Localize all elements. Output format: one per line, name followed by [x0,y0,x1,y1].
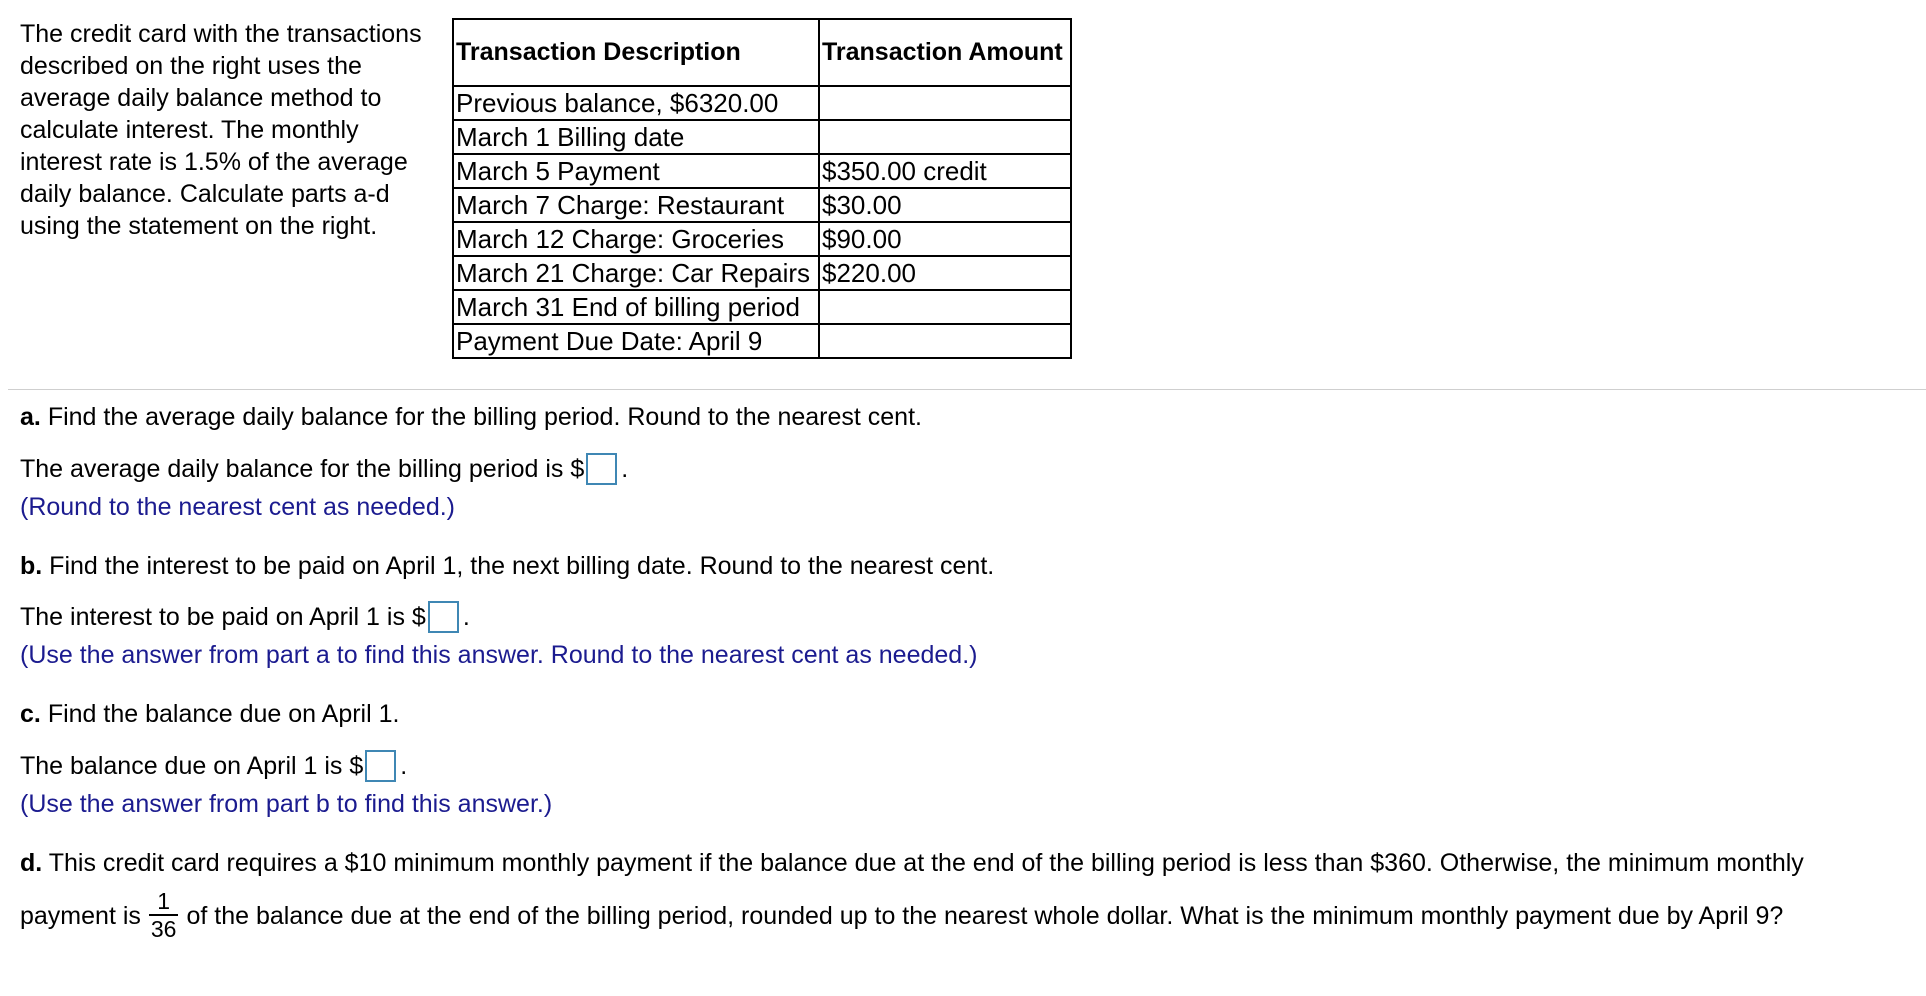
part-b-answer-suffix: . [462,603,470,631]
row-description: March 21 Charge: Car Repairs [453,256,819,290]
part-d-line2-suffix: of the balance due at the end of the billing period, rounded up to the nearest whole dollar. What is the minimum monthly payment due by April 9? [186,902,1784,930]
part-d-label: d. [20,849,43,877]
part-b-label: b. [20,552,43,580]
fraction-numerator: 1 [149,888,179,916]
row-description: March 5 Payment [453,154,819,188]
part-b-answer-prefix: The interest to be paid on April 1 is $ [20,603,426,631]
row-amount: $30.00 [819,188,1071,222]
fraction-denominator: 36 [150,916,177,943]
row-amount [819,120,1071,154]
row-amount [819,290,1071,324]
row-amount: $350.00 credit [819,154,1071,188]
part-a-answer-input[interactable] [586,453,617,485]
part-b-hint: (Use the answer from part a to find this answer. Round to the nearest cent as needed.) [20,641,978,669]
fraction-one-thirty-sixth [149,888,179,942]
row-description: Payment Due Date: April 9 [453,324,819,358]
part-d-question-line2 [20,886,1783,946]
row-description: March 31 End of billing period [453,290,819,324]
part-c-hint: (Use the answer from part b to find this answer.) [20,790,553,818]
table-row [453,188,1071,222]
row-amount [819,324,1071,358]
table-row [453,222,1071,256]
part-b-question-text: Find the interest to be paid on April 1, the next billing date. Round to the nearest cent. [49,552,995,580]
table-row [453,120,1071,154]
part-c-question [20,698,399,730]
transactions-table [452,18,1072,359]
part-a-answer-prefix: The average daily balance for the billing period is $ [20,455,585,483]
table-row [453,86,1071,120]
part-d-line2-prefix: payment is [20,902,141,930]
header-description: Transaction Description [453,19,819,86]
row-description: Previous balance, $6320.00 [453,86,819,120]
table-header-row [453,19,1071,86]
part-b-answer-input[interactable] [428,601,459,633]
part-a-label: a. [20,403,41,431]
part-a-question [20,401,922,433]
part-a-hint: (Round to the nearest cent as needed.) [20,493,456,521]
row-amount: $220.00 [819,256,1071,290]
header-amount: Transaction Amount [819,19,1071,86]
table-row [453,256,1071,290]
part-a-question-text: Find the average daily balance for the billing period. Round to the nearest cent. [47,403,922,431]
part-a-answer-line [20,453,628,485]
part-a-answer-suffix: . [621,455,629,483]
row-description: March 1 Billing date [453,120,819,154]
row-description: March 7 Charge: Restaurant [453,188,819,222]
problem-intro: The credit card with the transactions described on the right uses the average daily balance method to calculate interest. The monthly interest rate is 1.5% of the average daily balance. Calculate parts a-d using the statement on the right. [20,20,422,240]
row-amount: $90.00 [819,222,1071,256]
part-c-question-text: Find the balance due on April 1. [47,700,400,728]
part-b-answer-line [20,601,470,633]
part-d-question [20,847,1804,879]
table-row [453,290,1071,324]
part-d-question-text: This credit card requires a $10 minimum monthly payment if the balance due at the end of the billing period is less than $360. Otherwise, the minimum monthly [48,849,1804,877]
part-c-answer-prefix: The balance due on April 1 is $ [20,752,364,780]
row-description: March 12 Charge: Groceries [453,222,819,256]
part-c-answer-suffix: . [400,752,408,780]
part-c-answer-line [20,750,407,782]
table-row [453,154,1071,188]
table-row [453,324,1071,358]
row-amount [819,86,1071,120]
part-c-answer-input[interactable] [365,750,396,782]
section-divider [8,389,1926,390]
part-b-question [20,550,994,582]
part-c-label: c. [20,700,41,728]
